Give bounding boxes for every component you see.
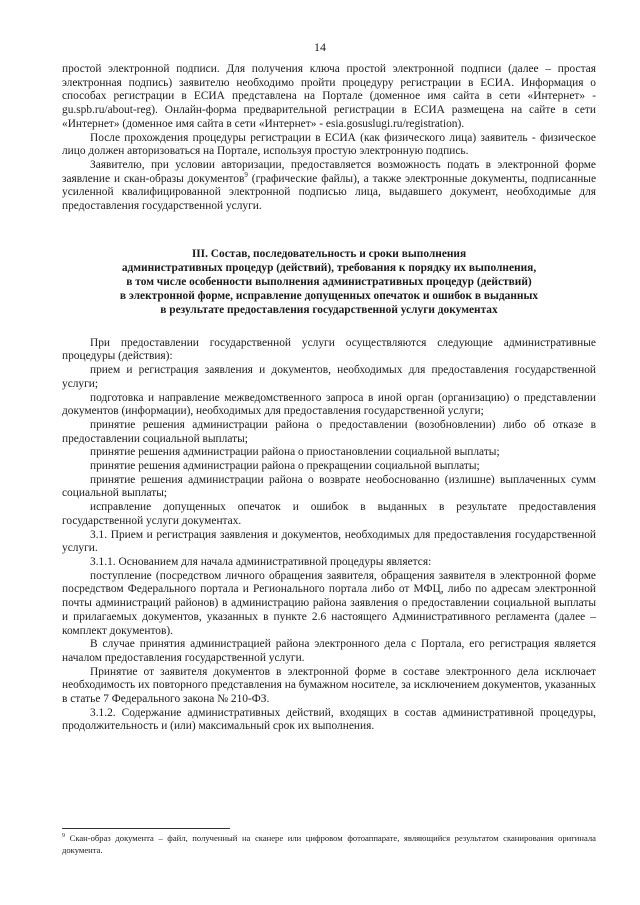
section-heading-line: в результате предоставления государственной услуги документах xyxy=(160,303,498,316)
list-item: прием и регистрация заявления и документов, необходимых для предоставления государственной услуги; xyxy=(62,364,596,390)
clause-3-1: 3.1. Прием и регистрация заявления и документов, необходимых для предоставления государственной услуги. xyxy=(62,528,596,555)
list-item: принятие решения администрации района о прекращении социальной выплаты; xyxy=(90,460,480,473)
footnote-reference[interactable]: 9 xyxy=(244,170,248,179)
section-heading-line: в электронной форме, исправление допущенных опечаток и ошибок в выданных xyxy=(119,289,539,302)
list-item: принятие решения администрации района о приостановлении социальной выплаты; xyxy=(90,446,500,459)
paragraph: поступление (посредством личного обращения заявителя, обращения заявителя в электронной форме посредством Федерального портала и Регионального портала либо от МФЦ, либо по адресам электронной почты администраций районов) в администрацию района заявления о предоставлении социальной выплаты и прилагаемых документов, указанных в пункте 2.6 настоящего Административного регламента (далее – комплект документов). xyxy=(62,569,596,637)
paragraph-text: (графические файлы), а также электронные документы, подписанные усиленной квалифицированной электронной подписью лица, выдавшего документ, необходимые для предоставления государственной услуги. xyxy=(62,172,597,213)
page-number: 14 xyxy=(314,40,326,54)
paragraph-text: Заявителю, при условии авторизации, предоставляется возможность подать в электронной форме заявление и скан-образы документов xyxy=(62,158,596,185)
section-heading xyxy=(62,247,596,317)
paragraph: простой электронной подписи. Для получения ключа простой электронной подписи (далее – простая электронная подпись) заявителю необходимо пройти процедуру регистрации в ЕСИА. Информация о способах регистрации в ЕСИА представлена на Портале (доменное имя сайта в сети «Интернет» - gu.spb.ru/about-reg). Онлайн-форма предварительной регистрации в ЕСИА размещена на сайте в сети «Интернет» (доменное имя сайта в сети «Интернет» - esia.gosuslugi.ru/registration). xyxy=(62,63,596,130)
clause-3-1-2: 3.1.2. Содержание административных действий, входящих в состав административной процедуры, продолжительность и (или) максимальный срок их выполнения. xyxy=(62,706,596,733)
footnote-divider xyxy=(62,828,230,829)
document-body xyxy=(62,63,596,734)
list-item: исправление допущенных опечаток и ошибок в выданных в результате предоставления государственной услуги документах. xyxy=(62,501,596,527)
paragraph: При предоставлении государственной услуги осуществляются следующие административные процедуры (действия): xyxy=(62,336,596,363)
footnote-mark: 9 xyxy=(62,833,65,840)
paragraph: После прохождения процедуры регистрации в ЕСИА (как физического лица) заявитель - физическое лицо должен авторизоваться на Портале, используя простую электронную подпись. xyxy=(62,131,596,158)
paragraph-with-footnote xyxy=(62,159,596,214)
section-heading-line: административных процедур (действий), требования к порядку их выполнения, xyxy=(121,261,537,274)
paragraph: Принятие от заявителя документов в электронной форме в составе электронного дела исключает необходимость их повторного представления на бумажном носителе, за исключением документов, указанных в статье 7 Федерального закона № 210-ФЗ. xyxy=(62,665,596,706)
section-heading-line: III. Состав, последовательность и сроки выполнения xyxy=(191,247,467,260)
list-item: подготовка и направление межведомственного запроса в иной орган (организацию) о представлении документов (информации), необходимых для предоставления государственной услуги; xyxy=(62,391,596,418)
list-item: принятие решения администрации района о возврате необоснованно (излишне) выплаченных сумм социальной выплаты; xyxy=(62,473,596,500)
clause-3-1-1: 3.1.1. Основанием для начала административной процедуры является: xyxy=(90,555,432,568)
footnote-text: Скан-образ документа – файл, полученный на сканере или цифровом фотоаппарате, являющийся результатом сканирования оригинала документа. xyxy=(62,833,596,855)
list-item: принятие решения администрации района о предоставлении (возобновлении) либо об отказе в предоставлении социальной выплаты; xyxy=(62,418,596,445)
footnote xyxy=(62,832,596,856)
paragraph: В случае принятия администрацией района электронного дела с Портала, его регистрация является началом предоставления государственной услуги. xyxy=(62,638,596,664)
section-heading-line: в том числе особенности выполнения административных процедур (действий) xyxy=(126,275,532,288)
